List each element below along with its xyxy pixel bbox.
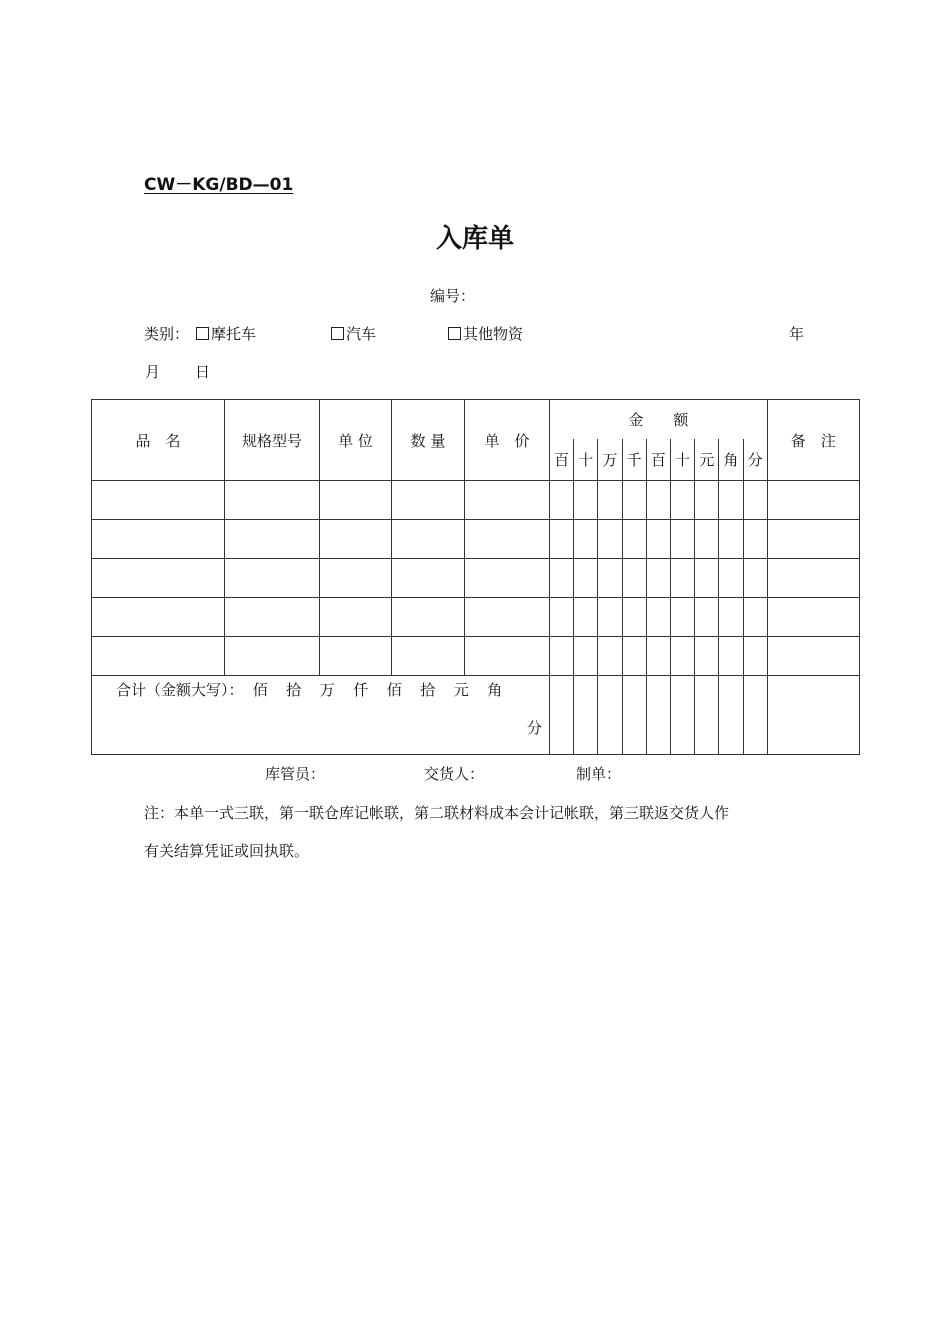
digit-cell[interactable] [598,520,622,559]
digit-cell[interactable] [670,637,694,676]
table-row [92,637,860,676]
table-row [92,481,860,520]
unit-cell[interactable] [320,598,392,637]
price-cell[interactable] [465,637,550,676]
digit-cell[interactable] [695,520,719,559]
digit-cell[interactable] [670,481,694,520]
digit-cell[interactable] [695,598,719,637]
total-unit: 万 [319,681,335,699]
total-digit-cell[interactable] [743,676,767,755]
header-row [92,400,860,439]
category-option-motorcycle[interactable] [196,323,256,344]
unit-cell[interactable] [320,481,392,520]
document-code: CW－KG/BD—01 [144,175,294,195]
digit-cell[interactable] [670,598,694,637]
spec-cell[interactable] [225,637,320,676]
category-label: 类别： [144,325,190,343]
digit-cell[interactable] [719,520,743,559]
digit-cell[interactable] [622,559,646,598]
qty-cell[interactable] [392,559,465,598]
table-row [92,520,860,559]
total-digit-cell[interactable] [550,676,574,755]
maker-label: 制单： [576,765,622,783]
digit-cell[interactable] [695,559,719,598]
qty-cell[interactable] [392,481,465,520]
total-digit-cell[interactable] [695,676,719,755]
category-option-label: 汽车 [346,325,377,343]
category-option-other[interactable] [448,323,523,344]
digit-cell[interactable] [550,481,574,520]
digit-header: 十 [574,439,598,481]
spec-cell[interactable] [225,598,320,637]
digit-cell[interactable] [646,598,670,637]
qty-cell[interactable] [392,520,465,559]
checkbox-icon[interactable] [196,327,209,340]
total-digit-cell[interactable] [646,676,670,755]
digit-header: 分 [743,439,767,481]
digit-cell[interactable] [622,520,646,559]
unit-cell[interactable] [320,637,392,676]
total-unit: 元 [453,681,469,699]
digit-cell[interactable] [719,598,743,637]
total-remark-cell[interactable] [767,676,859,755]
name-cell[interactable] [92,559,225,598]
date-day-label: 日 [195,363,211,381]
digit-cell[interactable] [743,481,767,520]
digit-cell[interactable] [646,520,670,559]
total-unit: 仟 [353,681,369,699]
name-cell[interactable] [92,598,225,637]
digit-header: 万 [598,439,622,481]
digit-cell[interactable] [574,637,598,676]
qty-cell[interactable] [392,637,465,676]
digit-cell[interactable] [574,520,598,559]
digit-header: 十 [670,439,694,481]
remark-cell[interactable] [767,637,859,676]
remark-cell[interactable] [767,481,859,520]
digit-cell[interactable] [743,637,767,676]
digit-cell[interactable] [743,559,767,598]
col-header-unit: 单 位 [320,400,392,481]
total-unit: 佰 [252,681,268,699]
total-digit-cell[interactable] [598,676,622,755]
digit-cell[interactable] [695,637,719,676]
total-row [92,676,860,755]
spec-cell[interactable] [225,520,320,559]
digit-cell[interactable] [743,598,767,637]
digit-header: 百 [646,439,670,481]
total-unit: 佰 [386,681,402,699]
digit-cell[interactable] [719,559,743,598]
name-cell[interactable] [92,637,225,676]
digit-cell[interactable] [670,559,694,598]
remark-cell[interactable] [767,598,859,637]
total-digit-cell[interactable] [574,676,598,755]
digit-header: 元 [695,439,719,481]
keeper-label: 库管员： [265,765,326,783]
digit-cell[interactable] [622,598,646,637]
digit-header: 百 [550,439,574,481]
total-digit-cell[interactable] [670,676,694,755]
category-option-label: 其他物资 [463,325,524,343]
digit-cell[interactable] [550,637,574,676]
digit-cell[interactable] [550,559,574,598]
serial-number-label: 编号： [430,287,476,305]
total-cell[interactable] [92,676,550,755]
note-line-1: 注：本单一式三联，第一联仓库记帐联，第二联材料成本会计记帐联，第三联返交货人作 [144,804,730,822]
spec-cell[interactable] [225,559,320,598]
table-row [92,559,860,598]
deliverer-label: 交货人： [424,765,485,783]
digit-cell[interactable] [598,481,622,520]
digit-cell[interactable] [743,520,767,559]
category-option-label: 摩托车 [211,325,257,343]
col-header-spec: 规格型号 [225,400,320,481]
price-cell[interactable] [465,520,550,559]
name-cell[interactable] [92,520,225,559]
total-unit: 拾 [420,681,436,699]
note-line-2: 有关结算凭证或回执联。 [144,842,310,860]
name-cell[interactable] [92,481,225,520]
digit-cell[interactable] [622,481,646,520]
digit-cell[interactable] [550,598,574,637]
total-digit-cell[interactable] [622,676,646,755]
digit-cell[interactable] [574,559,598,598]
digit-cell[interactable] [719,481,743,520]
digit-cell[interactable] [574,598,598,637]
digit-cell[interactable] [646,481,670,520]
total-unit: 角 [487,681,503,699]
digit-cell[interactable] [598,559,622,598]
col-header-remark: 备 注 [767,400,859,481]
digit-cell[interactable] [574,481,598,520]
total-unit: 拾 [286,681,302,699]
digit-cell[interactable] [695,481,719,520]
digit-cell[interactable] [598,637,622,676]
unit-cell[interactable] [320,520,392,559]
price-cell[interactable] [465,559,550,598]
col-header-name: 品 名 [92,400,225,481]
total-unit-fen: 分 [526,719,542,737]
col-header-amount: 金 额 [550,400,768,439]
category-option-car[interactable] [331,323,376,344]
checkbox-icon[interactable] [448,327,461,340]
digit-header: 千 [622,439,646,481]
receipt-table [91,399,860,755]
price-cell[interactable] [465,481,550,520]
price-cell[interactable] [465,598,550,637]
spec-cell[interactable] [225,481,320,520]
digit-cell[interactable] [598,598,622,637]
col-header-price: 单 价 [465,400,550,481]
date-month-label: 月 [145,363,161,381]
digit-header: 角 [719,439,743,481]
digit-cell[interactable] [646,559,670,598]
digit-cell[interactable] [550,520,574,559]
table-row [92,598,860,637]
digit-cell[interactable] [670,520,694,559]
page-title: 入库单 [435,224,514,254]
digit-cell[interactable] [622,637,646,676]
remark-cell[interactable] [767,520,859,559]
checkbox-icon[interactable] [331,327,344,340]
digit-cell[interactable] [719,637,743,676]
col-header-qty: 数 量 [392,400,465,481]
unit-cell[interactable] [320,559,392,598]
remark-cell[interactable] [767,559,859,598]
date-year-label: 年 [789,325,805,343]
total-label: 合计（金额大写）： [116,681,244,699]
digit-cell[interactable] [646,637,670,676]
qty-cell[interactable] [392,598,465,637]
total-digit-cell[interactable] [719,676,743,755]
